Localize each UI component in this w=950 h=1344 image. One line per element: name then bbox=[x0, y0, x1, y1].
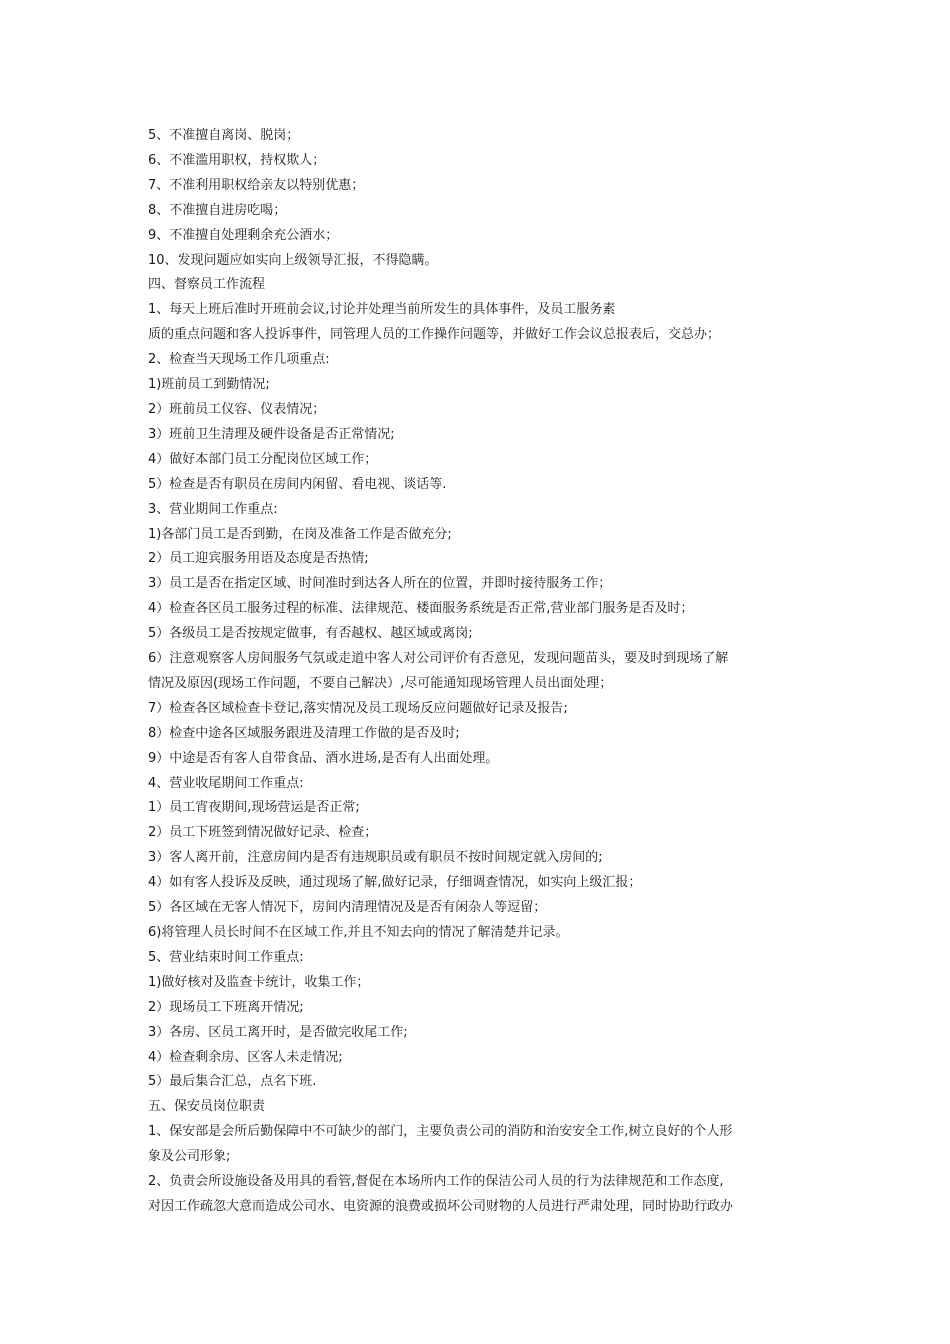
text-line: 象及公司形象; bbox=[148, 1149, 231, 1165]
text-line: 2、负责会所设施设备及用具的看管,督促在本场所内工作的保洁公司人员的行为法律规范和工作态度, bbox=[148, 1174, 724, 1190]
text-line: 5、不准擅自离岗、脱岗； bbox=[148, 128, 300, 143]
text-line: 1、每天上班后准时开班前会议,讨论并处理当前所发生的具体事件，及员工服务素 bbox=[148, 302, 616, 318]
text-line: 1)各部门员工是否到勤，在岗及准备工作是否做充分; bbox=[148, 526, 452, 542]
text-line: 7）检查各区域检查卡登记,落实情况及员工现场反应问题做好记录及报告; bbox=[148, 700, 568, 716]
section-heading: 五、保安员岗位职责 bbox=[148, 1099, 266, 1115]
subsection-heading: 2、检查当天现场工作几项重点: bbox=[148, 352, 330, 368]
text-line: 6）注意观察客人房间服务气氛或走道中客人对公司评价有否意见，发现问题苗头，要及时到现场了解 bbox=[148, 651, 729, 667]
subsection-heading: 4、营业收尾期间工作重点: bbox=[148, 775, 304, 791]
text-line: 对因工作疏忽大意而造成公司水、电资源的浪费或损坏公司财物的人员进行严肃处理，同时协助行政办 bbox=[148, 1198, 734, 1214]
text-line: 7、不准利用职权给亲友以特别优惠； bbox=[148, 177, 365, 193]
text-line: 8）检查中途各区域服务跟进及清理工作做的是否及时; bbox=[148, 725, 460, 741]
text-line: 9）中途是否有客人自带食品、酒水进场,是否有人出面处理。 bbox=[148, 750, 499, 766]
text-line: 2）现场员工下班离开情况; bbox=[148, 999, 304, 1015]
document-body bbox=[148, 124, 808, 1220]
text-line: 3）班前卫生清理及硬件设备是否正常情况; bbox=[148, 426, 395, 442]
text-line: 3）各房、区员工离开时，是否做完收尾工作; bbox=[148, 1024, 408, 1040]
text-line: 4）检查各区员工服务过程的标准、法律规范、楼面服务系统是否正常,营业部门服务是否及时； bbox=[148, 601, 694, 617]
text-line: 5）检查是否有职员在房间内闲留、看电视、谈话等. bbox=[148, 476, 447, 492]
text-line: 5）最后集合汇总，点名下班. bbox=[148, 1074, 317, 1090]
text-line: 2）员工下班签到情况做好记录、检查； bbox=[148, 825, 378, 841]
text-line: 8、不准擅自进房吃喝； bbox=[148, 202, 287, 218]
text-line: 1、保安部是会所后勤保障中不可缺少的部门，主要负责公司的消防和治安安全工作,树立良好的个人形 bbox=[148, 1124, 733, 1140]
text-line: 3）员工是否在指定区域、时间准时到达各人所在的位置，并即时接待服务工作； bbox=[148, 576, 612, 592]
text-line: 6、不准滥用职权，持权欺人； bbox=[148, 152, 326, 168]
text-line: 6)将管理人员长时间不在区域工作,并且不知去向的情况了解清楚并记录。 bbox=[148, 925, 569, 940]
text-line: 4）如有客人投诉及反映，通过现场了解,做好记录，仔细调查情况，如实向上级汇报； bbox=[148, 875, 642, 891]
text-line: 情况及原因(现场工作问题，不要自己解决）,尽可能通知现场管理人员出面处理； bbox=[148, 675, 613, 691]
subsection-heading: 3、营业期间工作重点: bbox=[148, 501, 278, 517]
text-line: 10、发现问题应如实向上级领导汇报，不得隐瞒。 bbox=[148, 252, 438, 268]
text-line: 9、不准擅自处理剩余充公酒水； bbox=[148, 227, 339, 243]
text-line: 3）客人离开前，注意房间内是否有违规职员或有职员不按时间规定就入房间的; bbox=[148, 850, 603, 866]
section-heading: 四、督察员工作流程 bbox=[148, 277, 266, 293]
text-line: 1)做好核对及监查卡统计，收集工作； bbox=[148, 974, 370, 990]
text-line: 2）班前员工仪容、仪表情况； bbox=[148, 401, 326, 417]
text-line: 1）员工宵夜期间,现场营运是否正常; bbox=[148, 800, 360, 816]
text-line: 5）各级员工是否按规定做事，有否越权、越区域或离岗; bbox=[148, 626, 473, 642]
text-line: 2）员工迎宾服务用语及态度是否热情; bbox=[148, 551, 369, 567]
text-line: 5）各区域在无客人情况下，房间内清理情况及是否有闲杂人等逗留； bbox=[148, 900, 547, 916]
text-line: 4）做好本部门员工分配岗位区域工作； bbox=[148, 451, 378, 467]
subsection-heading: 5、营业结束时间工作重点: bbox=[148, 949, 304, 965]
text-line: 1)班前员工到勤情况; bbox=[148, 377, 270, 393]
text-line: 质的重点问题和客人投诉事件，同管理人员的工作操作问题等，并做好工作会议总报表后，交总办； bbox=[148, 327, 721, 343]
text-line: 4）检查剩余房、区客人未走情况; bbox=[148, 1049, 343, 1065]
